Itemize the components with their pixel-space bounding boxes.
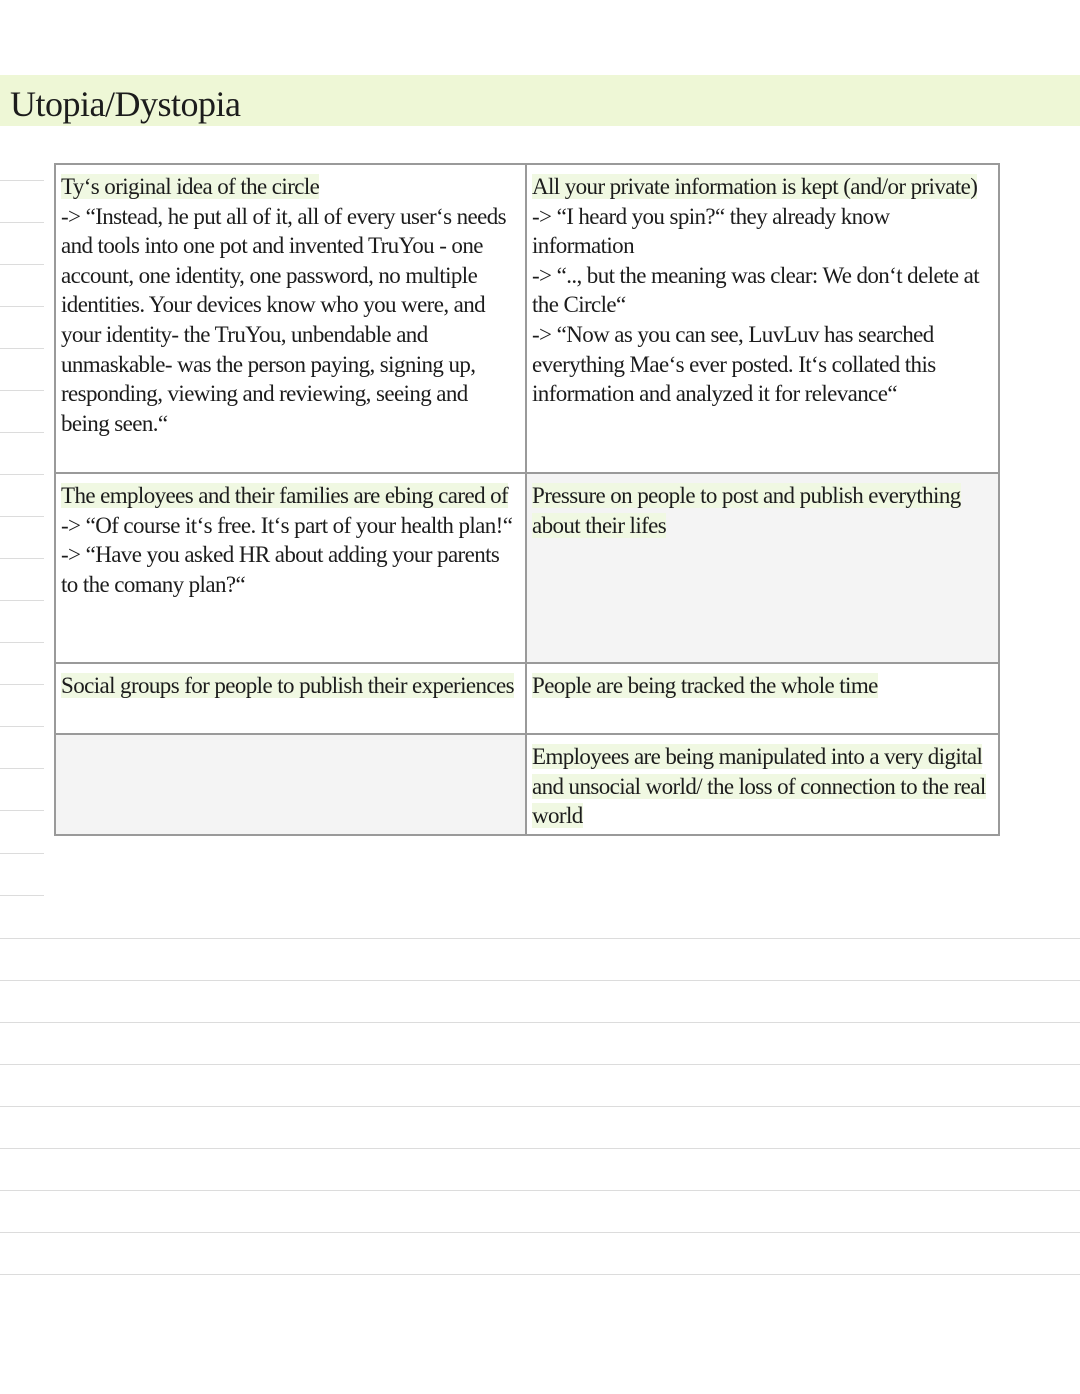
margin-tick: [0, 306, 44, 307]
cell-heading: Ty‘s original idea of the circle: [61, 174, 320, 199]
cell-quote: -> “I heard you spin?“ they already know information: [532, 203, 890, 259]
ruled-line: [0, 1232, 1080, 1233]
utopia-cell: [55, 473, 526, 663]
page-title: Utopia/Dystopia: [10, 84, 241, 124]
table-row: [55, 473, 999, 663]
ruled-line: [0, 1190, 1080, 1191]
table-row: [55, 663, 999, 734]
margin-tick: [0, 684, 44, 685]
cell-heading: People are being tracked the whole time: [532, 673, 878, 698]
ruled-line: [0, 1106, 1080, 1107]
cell-quote: -> “Have you asked HR about adding your parents to the comany plan?“: [61, 542, 500, 597]
dystopia-cell: [526, 473, 999, 663]
margin-tick: [0, 432, 44, 433]
margin-tick: [0, 474, 44, 475]
utopia-cell-empty: [55, 734, 526, 835]
cell-quote: -> “Now as you can see, LuvLuv has searched everything Mae‘s ever posted. It‘s collated this information and analyzed it for relevance“: [532, 321, 936, 407]
margin-tick: [0, 558, 44, 559]
margin-tick: [0, 180, 44, 181]
margin-tick: [0, 726, 44, 727]
margin-tick: [0, 348, 44, 349]
margin-tick: [0, 895, 44, 896]
margin-tick: [0, 390, 44, 391]
margin-tick: [0, 768, 44, 769]
margin-tick: [0, 642, 44, 643]
margin-tick: [0, 222, 44, 223]
utopia-cell: [55, 164, 526, 473]
ruled-line: [0, 1064, 1080, 1065]
cell-quote: -> “Of course it‘s free. It‘s part of your health plan!“: [61, 512, 513, 538]
cell-heading: All your private information is kept (and/or private): [532, 174, 978, 199]
cell-heading: Employees are being manipulated into a very digital and unsocial world/ the loss of connection to the real world: [532, 744, 986, 829]
margin-tick: [0, 853, 44, 854]
ruled-line: [0, 1274, 1080, 1275]
cell-heading: Social groups for people to publish their experiences: [61, 673, 514, 698]
margin-tick: [0, 264, 44, 265]
dystopia-cell: [526, 663, 999, 734]
margin-tick: [0, 810, 44, 811]
ruled-line: [0, 1022, 1080, 1023]
margin-tick: [0, 600, 44, 601]
ruled-line: [0, 938, 1080, 939]
table-row: [55, 734, 999, 835]
cell-quote: -> “.., but the meaning was clear: We don‘t delete at the Circle“: [532, 262, 980, 318]
utopia-cell: [55, 663, 526, 734]
table-row: [55, 164, 999, 473]
dystopia-cell: [526, 734, 999, 835]
ruled-line: [0, 980, 1080, 981]
utopia-dystopia-table: [54, 163, 1000, 836]
cell-quote: -> “Instead, he put all of it, all of every user‘s needs and tools into one pot and invented TruYou - one account, one identity, one password, no multiple identities. Your devices know who you were, and your identity- the TruYou, unbendable and unmaskable- was the person paying, signing up, responding, viewing and reviewing, seeing and being seen.“: [61, 203, 506, 436]
cell-heading: The employees and their families are ebing cared of: [61, 483, 509, 508]
dystopia-cell: [526, 164, 999, 473]
ruled-line: [0, 1148, 1080, 1149]
margin-tick: [0, 516, 44, 517]
cell-heading: Pressure on people to post and publish everything about their lifes: [532, 483, 961, 538]
